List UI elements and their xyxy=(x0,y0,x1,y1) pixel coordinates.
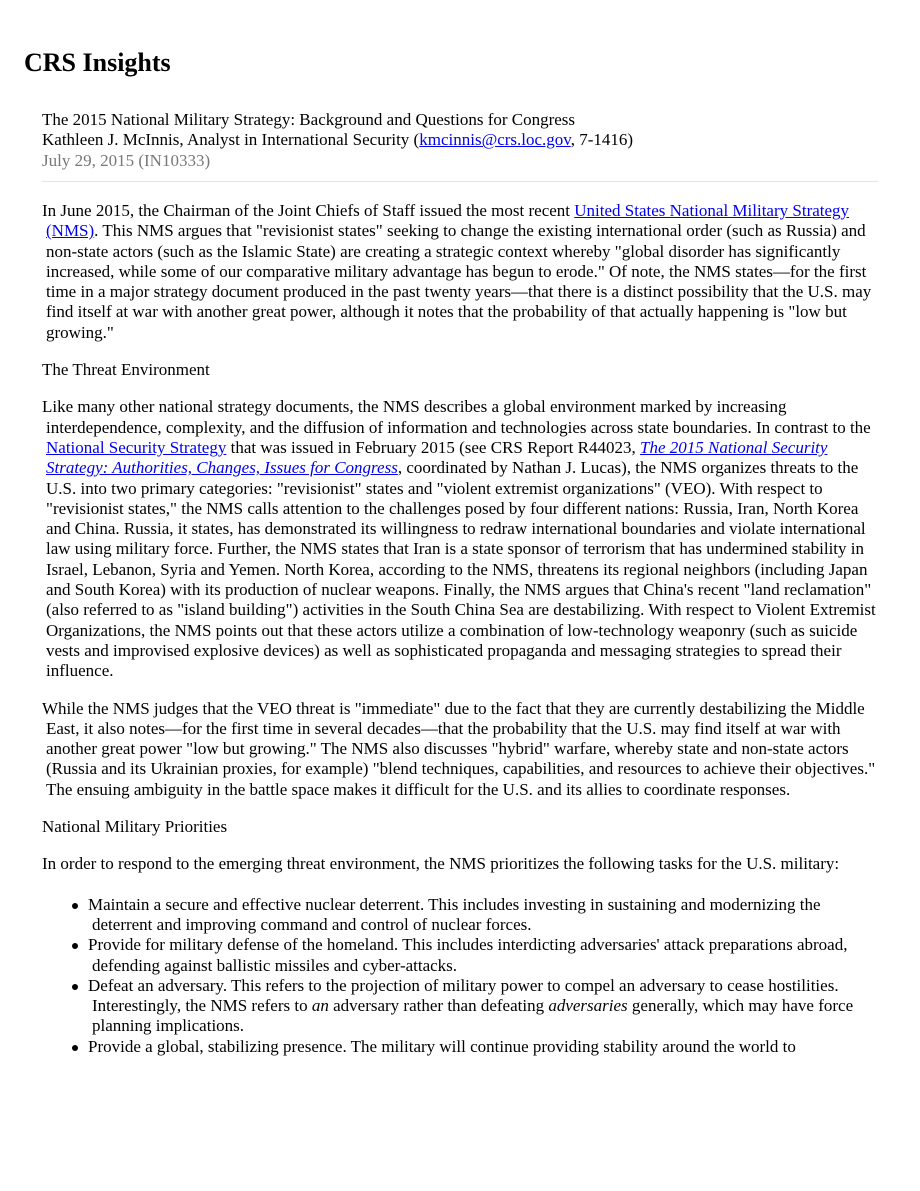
list-item-text: Provide for military defense of the homeland. This includes interdicting adversaries' attack preparations abroad, defending against ballistic missiles and cyber-attacks. xyxy=(88,935,848,975)
bullet-icon xyxy=(72,1045,78,1051)
report-date: July 29, 2015 (IN10333) xyxy=(42,150,211,170)
author-line xyxy=(42,130,878,150)
bullet-icon xyxy=(72,903,78,909)
list-item xyxy=(87,1037,882,1057)
nss-link[interactable]: National Security Strategy xyxy=(46,437,227,457)
author-phone: , 7-1416) xyxy=(570,130,634,150)
site-title: CRS Insights xyxy=(24,48,171,77)
list-item xyxy=(87,935,882,976)
priorities-heading: National Military Priorities xyxy=(42,817,228,837)
report-link-title: The 2015 National Security Strategy: Authorities, Changes, Issues for Congress xyxy=(46,437,828,478)
intro-paragraph xyxy=(42,201,882,343)
intro-text-end: . This NMS argues that "revisionist states" seeking to change the existing international order (such as Russia) and non-state actors (such as the Islamic State) are creating a strategic context whereby "global disorder has significantly increased, while some of our comparative military advantage has begun to erode." Of note, the NMS states—for the first time in a major strategy document produced in the past twenty years—that there is a distinct possibility that the U.S. may find itself at war with another great power, although it notes that the probability of that actually happening is "low but growing." xyxy=(46,221,872,342)
list-item-text: generally, which may have force planning implications. xyxy=(92,996,854,1036)
threat-text-3: , coordinated by Nathan J. Lucas), the NMS organizes threats to the U.S. into two primary categories: "revisionist" states and "violent extremist organizations" (VEO). With respect to "revisionist states," the NMS calls attention to the challenges posed by four different nations: Russia, Iran, North Korea and China. Russia, it states, has demonstrated its willingness to redraw international boundaries and violate international law using military force. Further, the NMS states that Iran is a state sponsor of terrorism that has undermined stability in Israel, Lebanon, Syria and Yemen. North Korea, according to the NMS, threatens its regional neighbors (including Japan and South Korea) with its production of nuclear weapons. Finally, the NMS argues that China's recent "land reclamation" (also referred to as "island building") activities in the South China Sea are destabilizing. With respect to Violent Extremist Organizations, the NMS points out that these actors utilize a combination of low-technology weaponry (such as suicide vests and improvised explosive devices) as well as sophisticated propaganda and messaging strategies to spread their influence. xyxy=(46,458,876,681)
author-email-link[interactable]: kmcinnis@crs.loc.gov xyxy=(419,130,571,150)
priorities-list xyxy=(42,895,882,1057)
bullet-icon xyxy=(72,943,78,949)
report-title: The 2015 National Military Strategy: Background and Questions for Congress xyxy=(42,110,576,129)
threat-text-2: that was issued in February 2015 (see CRS Report R44023, xyxy=(226,437,640,457)
author-name: Kathleen J. McInnis, Analyst in International Security ( xyxy=(42,130,420,150)
threat-text-1: Like many other national strategy documents, the NMS describes a global environment marked by increasing interdependence, complexity, and the diffusion of information and technologies across state boundaries. In contrast to the xyxy=(42,397,871,437)
list-item-text: adversary rather than defeating xyxy=(328,996,549,1016)
list-item xyxy=(87,976,882,1037)
veo-paragraph: While the NMS judges that the VEO threat is "immediate" due to the fact that they are currently destabilizing the Middle East, it also notes—for the first time in several decades—that the probability that the U.S. may find itself at war with another great power "low but growing." The NMS also discusses "hybrid" warfare, whereby state and non-state actors (Russia and its Ukrainian proxies, for example) "blend techniques, capabilities, and resources to achieve their objectives." The ensuing ambiguity in the battle space makes it difficult for the U.S. and its allies to coordinate responses. xyxy=(42,698,876,799)
list-item-text: Maintain a secure and effective nuclear deterrent. This includes investing in sustaining and modernizing the deterrent and improving command and control of nuclear forces. xyxy=(88,894,821,934)
bullet-icon xyxy=(72,984,78,990)
list-item-text: Provide a global, stabilizing presence. The military will continue providing stability around the world to xyxy=(88,1036,796,1056)
emphasis-an: an xyxy=(311,996,329,1016)
emphasis-adversaries: adversaries xyxy=(548,996,628,1016)
priorities-intro: In order to respond to the emerging threat environment, the NMS prioritizes the following tasks for the U.S. military: xyxy=(42,854,840,874)
article-body xyxy=(42,201,882,1057)
list-item xyxy=(87,895,882,936)
report-header xyxy=(42,110,878,171)
threat-paragraph xyxy=(42,397,882,681)
intro-text-start: In June 2015, the Chairman of the Joint Chiefs of Staff issued the most recent xyxy=(42,201,575,220)
nms-link[interactable]: United States National Military Strategy (NMS) xyxy=(46,201,850,241)
threat-environment-heading: The Threat Environment xyxy=(42,360,210,380)
header-divider xyxy=(42,181,878,182)
list-item-text: Defeat an adversary. This refers to the projection of military power to compel an adversary to cease hostilities. Interestingly, the NMS refers to xyxy=(88,975,839,1016)
